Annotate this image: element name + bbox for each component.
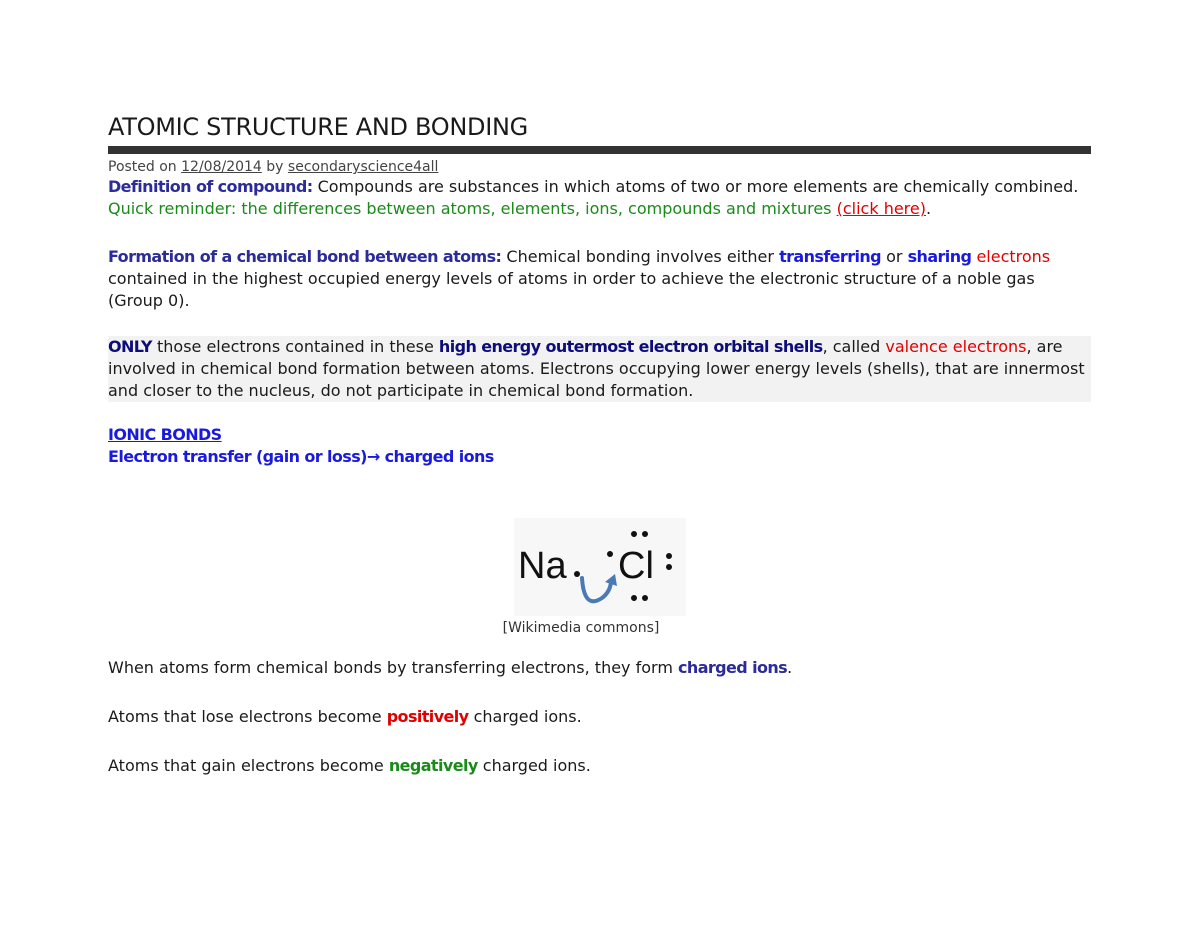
formation-text-2: contained in the highest occupied energy levels of atoms in order to achieve the electronic structure of a noble gas (Group 0). xyxy=(108,269,1035,310)
ionic-bonds-section xyxy=(108,424,1091,468)
only-text-1: those electrons contained in these xyxy=(156,337,434,356)
formation-label: Formation of a chemical bond between atoms: xyxy=(108,247,502,266)
ion-explanation xyxy=(108,657,1091,804)
sharing-word: sharing xyxy=(907,247,972,266)
charged-ions-highlight: charged ions xyxy=(678,658,788,677)
post-date-link[interactable]: 12/08/2014 xyxy=(181,159,262,175)
chlorine-electron-bottom-1 xyxy=(631,595,637,601)
title-divider xyxy=(108,146,1091,154)
p3-end: charged ions. xyxy=(482,756,591,775)
p1-end: . xyxy=(787,658,793,677)
chlorine-electron-left xyxy=(607,551,613,557)
chlorine-electron-right-2 xyxy=(666,564,672,570)
negatively-highlight: negatively xyxy=(388,756,478,775)
figure-caption: [Wikimedia commons] xyxy=(502,620,660,636)
positively-highlight: positively xyxy=(386,707,469,726)
chlorine-electron-top-2 xyxy=(642,531,648,537)
definition-period: . xyxy=(925,199,932,218)
ionic-bonds-heading-link[interactable]: IONIC BONDS xyxy=(108,425,222,444)
definition-paragraph xyxy=(108,176,1091,220)
sodium-symbol: Na xyxy=(518,545,567,587)
author-link[interactable]: secondaryscience4all xyxy=(287,159,439,175)
electron-transfer-subheading: Electron transfer (gain or loss)→ charged ions xyxy=(108,447,494,466)
only-word: ONLY xyxy=(108,337,152,356)
definition-text: Compounds are substances in which atoms of two or more elements are chemically combined. xyxy=(317,177,1079,196)
valence-highlight-block xyxy=(108,336,1091,402)
page-title: ATOMIC STRUCTURE AND BONDING xyxy=(108,113,528,141)
or-word: or xyxy=(886,247,903,266)
chlorine-electron-top-1 xyxy=(631,531,637,537)
only-text-2: , called xyxy=(822,337,881,356)
formation-paragraph xyxy=(108,246,1091,312)
outer-shells-phrase: high energy outermost electron orbital shells xyxy=(438,337,823,356)
transferring-word: transferring xyxy=(779,247,882,266)
lose-electrons-paragraph xyxy=(108,706,1091,728)
charged-ions-paragraph xyxy=(108,657,1091,679)
electrons-word: electrons xyxy=(976,247,1051,266)
formation-text-1: Chemical bonding involves either xyxy=(506,247,774,266)
p2-text: Atoms that lose electrons become xyxy=(108,707,382,726)
quick-reminder: Quick reminder: the differences between atoms, elements, ions, compounds and mixtures xyxy=(108,199,832,218)
only-text-3: , are involved in chemical bond formation between atoms. Electrons occupying lower energy levels (shells), that are innermost and closer to the nucleus, do not participate in chemical bond formation. xyxy=(108,337,1085,400)
valence-electrons-phrase: valence electrons xyxy=(885,337,1027,356)
p3-text: Atoms that gain electrons become xyxy=(108,756,384,775)
posted-on-label: Posted on xyxy=(108,159,177,175)
document-page xyxy=(108,112,1091,775)
nacl-lewis-diagram xyxy=(514,518,686,616)
nacl-diagram-svg xyxy=(514,518,686,616)
chlorine-electron-bottom-2 xyxy=(642,595,648,601)
p1-text: When atoms form chemical bonds by transferring electrons, they form xyxy=(108,658,673,677)
gain-electrons-paragraph xyxy=(108,755,1091,777)
by-label: by xyxy=(266,159,284,175)
sodium-valence-electron xyxy=(574,571,580,577)
chlorine-electron-right-1 xyxy=(666,553,672,559)
definition-label: Definition of compound: xyxy=(108,177,313,196)
p2-end: charged ions. xyxy=(473,707,582,726)
valence-paragraph xyxy=(108,336,1091,402)
click-here-link[interactable]: (click here) xyxy=(836,199,926,218)
post-meta xyxy=(108,158,1091,176)
chlorine-symbol: Cl xyxy=(618,545,654,587)
